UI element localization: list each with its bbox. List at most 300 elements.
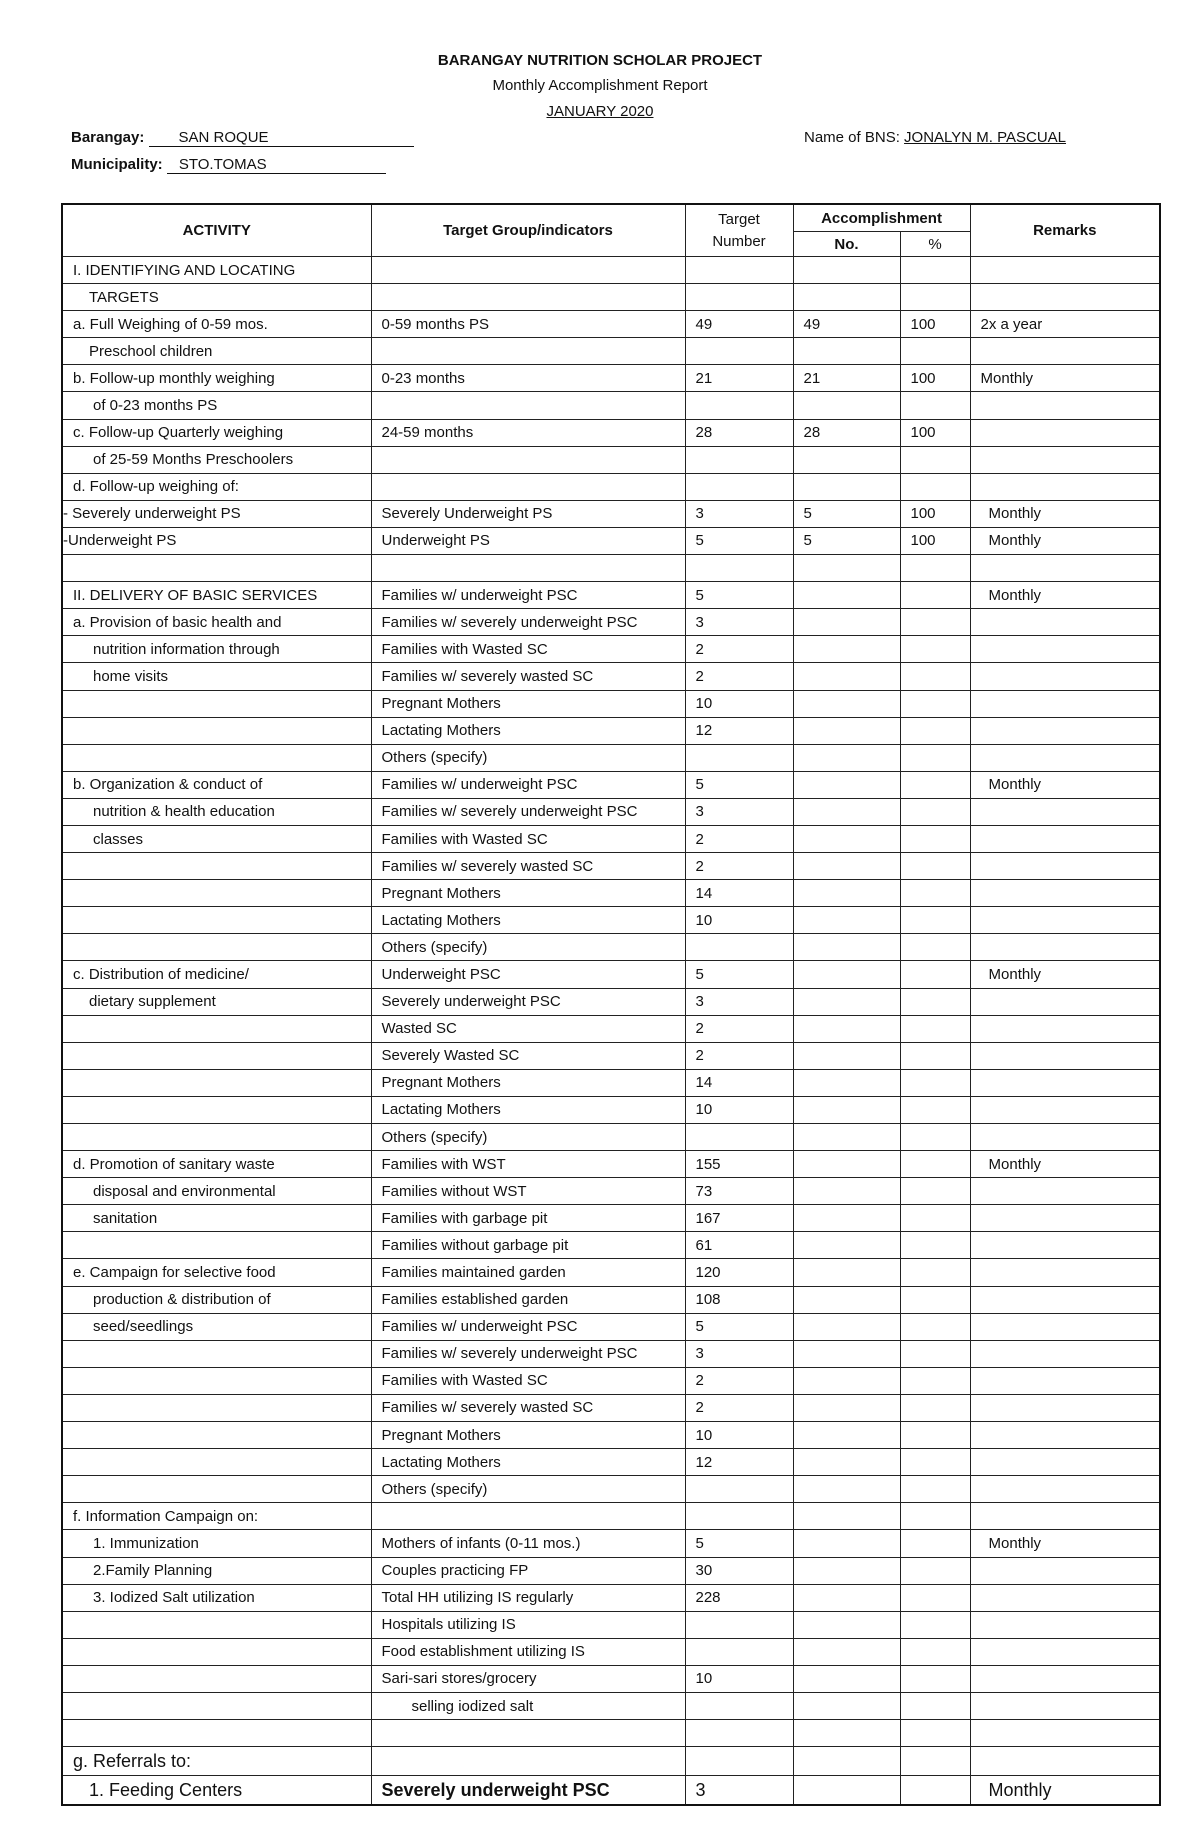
activity-cell: b. Organization & conduct of [62,771,371,798]
target-number-cell [685,392,793,419]
target-group-cell: Families w/ severely underweight PSC [371,609,685,636]
target-number-cell: 5 [685,1313,793,1340]
accomplished-no-cell [793,1096,900,1123]
activity-cell [62,934,371,961]
remarks-cell [970,825,1160,852]
target-number-cell: 155 [685,1151,793,1178]
remarks-cell [970,1476,1160,1503]
table-row [62,500,1160,527]
accomplished-no-cell [793,717,900,744]
remarks-cell: Monthly [970,771,1160,798]
target-group-cell: Underweight PSC [371,961,685,988]
accomplished-no-cell [793,1069,900,1096]
target-group-cell: Families with WST [371,1151,685,1178]
table-row [62,1422,1160,1449]
target-number-cell: 10 [685,1096,793,1123]
accomplished-no-cell [793,1449,900,1476]
col-target-line1: Target [718,210,760,228]
accomplished-no-cell [793,1692,900,1719]
activity-cell: II. DELIVERY OF BASIC SERVICES [62,582,371,609]
target-number-cell: 3 [685,1776,793,1806]
target-group-cell: Couples practicing FP [371,1557,685,1584]
target-group-cell: Food establishment utilizing IS [371,1638,685,1665]
accomplished-pct-cell [900,1665,970,1692]
accomplished-no-cell [793,257,900,284]
accomplished-pct-cell [900,473,970,500]
remarks-cell [970,1665,1160,1692]
target-group-cell: Severely Wasted SC [371,1042,685,1069]
table-row [62,1069,1160,1096]
table-row [62,1692,1160,1719]
accomplished-pct-cell [900,663,970,690]
target-number-cell: 5 [685,961,793,988]
activity-cell: c. Distribution of medicine/ [62,961,371,988]
accomplished-no-cell [793,961,900,988]
accomplished-pct-cell [900,1313,970,1340]
accomplished-no-cell [793,825,900,852]
table-row [62,1286,1160,1313]
col-remarks: Remarks [970,204,1160,257]
table-row [62,338,1160,365]
accomplished-pct-cell: 100 [900,419,970,446]
target-group-cell: Families w/ severely wasted SC [371,663,685,690]
remarks-cell [970,1205,1160,1232]
accomplished-no-cell [793,690,900,717]
accomplished-pct-cell [900,1747,970,1776]
table-row [62,1151,1160,1178]
accomplished-pct-cell [900,961,970,988]
target-number-cell: 12 [685,717,793,744]
remarks-cell [970,1638,1160,1665]
activity-cell [62,717,371,744]
activity-cell [62,1638,371,1665]
target-number-cell: 108 [685,1286,793,1313]
accomplished-pct-cell [900,1692,970,1719]
accomplished-pct-cell [900,446,970,473]
target-number-cell [685,1638,793,1665]
accomplished-pct-cell [900,853,970,880]
accomplished-no-cell [793,1124,900,1151]
activity-cell [62,1665,371,1692]
target-number-cell: 10 [685,690,793,717]
activity-cell: f. Information Campaign on: [62,1503,371,1530]
table-row [62,1394,1160,1421]
table-row [62,392,1160,419]
accomplished-no-cell [793,1367,900,1394]
table-row [62,1259,1160,1286]
remarks-cell [970,907,1160,934]
remarks-cell: Monthly [970,1776,1160,1806]
remarks-cell [970,744,1160,771]
table-row [62,1611,1160,1638]
accomplished-pct-cell [900,1530,970,1557]
target-group-cell: Lactating Mothers [371,1096,685,1123]
target-number-cell: 167 [685,1205,793,1232]
activity-cell: nutrition & health education [62,798,371,825]
target-group-cell: Sari-sari stores/grocery [371,1665,685,1692]
target-group-cell: Lactating Mothers [371,717,685,744]
activity-cell: classes [62,825,371,852]
activity-cell: d. Promotion of sanitary waste [62,1151,371,1178]
accomplished-pct-cell [900,771,970,798]
accomplished-pct-cell [900,1476,970,1503]
table-row [62,1178,1160,1205]
remarks-cell: Monthly [970,500,1160,527]
accomplished-no-cell [793,473,900,500]
target-number-cell: 5 [685,1530,793,1557]
target-number-cell: 61 [685,1232,793,1259]
remarks-cell [970,1259,1160,1286]
report-title: BARANGAY NUTRITION SCHOLAR PROJECT [437,52,763,69]
remarks-cell [970,1584,1160,1611]
target-group-cell: Others (specify) [371,744,685,771]
target-number-cell: 30 [685,1557,793,1584]
activity-cell [62,1422,371,1449]
remarks-cell [970,1611,1160,1638]
table-row [62,1205,1160,1232]
remarks-cell [970,1069,1160,1096]
accomplished-pct-cell [900,1151,970,1178]
target-group-cell: 0-59 months PS [371,311,685,338]
target-group-cell: Families with garbage pit [371,1205,685,1232]
remarks-cell: Monthly [970,527,1160,554]
table-row [62,527,1160,554]
activity-cell [62,1232,371,1259]
target-number-cell: 5 [685,771,793,798]
table-row [62,717,1160,744]
accomplished-pct-cell [900,1776,970,1806]
remarks-cell [970,1747,1160,1776]
accomplished-no-cell [793,284,900,311]
accomplished-no-cell [793,880,900,907]
table-row [62,1449,1160,1476]
activity-cell [62,1042,371,1069]
accomplished-no-cell [793,1178,900,1205]
activity-cell: TARGETS [62,284,371,311]
remarks-cell [970,1232,1160,1259]
accomplished-pct-cell [900,1584,970,1611]
activity-cell: of 25-59 Months Preschoolers [62,446,371,473]
remarks-cell [970,1015,1160,1042]
remarks-cell [970,1557,1160,1584]
remarks-cell: Monthly [970,1151,1160,1178]
remarks-cell [970,338,1160,365]
target-group-cell [371,446,685,473]
accomplished-pct-cell [900,392,970,419]
target-number-cell: 14 [685,880,793,907]
activity-cell [62,1476,371,1503]
remarks-cell [970,392,1160,419]
activity-cell [62,744,371,771]
accomplished-no-cell [793,582,900,609]
accomplished-no-cell [793,392,900,419]
accomplished-no-cell [793,609,900,636]
barangay-field [71,129,414,147]
activity-cell [62,1367,371,1394]
accomplished-no-cell [793,1205,900,1232]
accomplished-no-cell [793,1476,900,1503]
target-group-cell: Families without WST [371,1178,685,1205]
table-row [62,609,1160,636]
target-group-cell: Families maintained garden [371,1259,685,1286]
target-number-cell: 3 [685,988,793,1015]
accomplished-no-cell: 5 [793,527,900,554]
target-group-cell [371,284,685,311]
activity-cell [62,1015,371,1042]
accomplished-pct-cell: 100 [900,527,970,554]
target-number-cell: 5 [685,582,793,609]
target-number-cell [685,446,793,473]
col-no: No. [793,232,900,257]
accomplished-no-cell [793,988,900,1015]
accomplished-pct-cell [900,717,970,744]
remarks-cell [970,1449,1160,1476]
target-number-cell: 2 [685,1394,793,1421]
accomplished-pct-cell [900,609,970,636]
target-number-cell: 21 [685,365,793,392]
target-number-cell: 5 [685,527,793,554]
target-number-cell [685,1476,793,1503]
target-group-cell: Families with Wasted SC [371,825,685,852]
activity-cell: nutrition information through [62,636,371,663]
target-number-cell: 28 [685,419,793,446]
target-group-cell [371,338,685,365]
accomplished-no-cell [793,1503,900,1530]
accomplished-no-cell [793,1530,900,1557]
accomplished-no-cell [793,1611,900,1638]
accomplished-pct-cell [900,1367,970,1394]
table-row [62,988,1160,1015]
remarks-cell [970,690,1160,717]
accomplishment-table [61,203,1161,1806]
accomplished-no-cell [793,1313,900,1340]
table-row [62,473,1160,500]
target-number-cell [685,1720,793,1747]
accomplished-no-cell [793,555,900,582]
target-number-cell: 73 [685,1178,793,1205]
target-number-cell [685,473,793,500]
table-row [62,1313,1160,1340]
table-row [62,1584,1160,1611]
table-row [62,1340,1160,1367]
activity-cell: a. Provision of basic health and [62,609,371,636]
remarks-cell [970,1422,1160,1449]
target-group-cell: Pregnant Mothers [371,1422,685,1449]
target-group-cell: Pregnant Mothers [371,1069,685,1096]
table-row [62,1720,1160,1747]
table-row [62,582,1160,609]
target-group-cell: Severely underweight PSC [371,988,685,1015]
accomplished-pct-cell [900,934,970,961]
target-number-cell: 3 [685,1340,793,1367]
col-target-line2: Number [712,232,766,250]
target-group-cell: Families without garbage pit [371,1232,685,1259]
accomplished-no-cell [793,1720,900,1747]
remarks-cell [970,446,1160,473]
target-number-cell [685,555,793,582]
accomplished-no-cell [793,1776,900,1806]
target-number-cell [685,1503,793,1530]
target-number-cell: 2 [685,663,793,690]
target-group-cell: Families w/ underweight PSC [371,771,685,798]
target-group-cell: Severely underweight PSC [371,1776,685,1806]
table-row [62,1232,1160,1259]
accomplished-no-cell [793,1042,900,1069]
table-row [62,284,1160,311]
accomplished-no-cell [793,853,900,880]
accomplished-pct-cell [900,1720,970,1747]
bns-field [804,129,1066,146]
activity-cell: g. Referrals to: [62,1747,371,1776]
target-number-cell: 3 [685,609,793,636]
table-row [62,663,1160,690]
accomplished-no-cell [793,1232,900,1259]
accomplished-pct-cell [900,1638,970,1665]
accomplished-pct-cell [900,1503,970,1530]
target-number-cell [685,1747,793,1776]
remarks-cell [970,284,1160,311]
remarks-cell [970,1286,1160,1313]
table-row [62,1638,1160,1665]
accomplished-pct-cell: 100 [900,365,970,392]
accomplished-no-cell [793,1015,900,1042]
target-group-cell: Families with Wasted SC [371,1367,685,1394]
accomplished-pct-cell [900,1422,970,1449]
target-group-cell: Lactating Mothers [371,907,685,934]
remarks-cell [970,663,1160,690]
target-group-cell [371,392,685,419]
accomplished-no-cell [793,338,900,365]
accomplished-no-cell [793,1665,900,1692]
activity-cell [62,1692,371,1719]
remarks-cell: Monthly [970,582,1160,609]
table-row [62,1015,1160,1042]
activity-cell: sanitation [62,1205,371,1232]
remarks-cell [970,473,1160,500]
accomplished-no-cell: 28 [793,419,900,446]
remarks-cell [970,1096,1160,1123]
col-accomplishment: Accomplishment [793,204,970,232]
target-group-cell: Families w/ severely underweight PSC [371,1340,685,1367]
remarks-cell [970,1042,1160,1069]
target-number-cell: 10 [685,907,793,934]
remarks-cell [970,1394,1160,1421]
activity-cell: 3. Iodized Salt utilization [62,1584,371,1611]
accomplished-pct-cell [900,582,970,609]
target-group-cell: Others (specify) [371,1124,685,1151]
barangay-value: SAN ROQUE [149,129,414,147]
report-period-text: JANUARY 2020 [546,103,654,120]
target-group-cell: Severely Underweight PS [371,500,685,527]
accomplished-pct-cell [900,636,970,663]
accomplished-pct-cell [900,1557,970,1584]
accomplished-no-cell [793,1584,900,1611]
target-number-cell [685,338,793,365]
table-body [62,257,1160,1806]
accomplished-no-cell [793,446,900,473]
target-group-cell: Mothers of infants (0-11 mos.) [371,1530,685,1557]
target-group-cell: Hospitals utilizing IS [371,1611,685,1638]
target-number-cell: 12 [685,1449,793,1476]
target-number-cell: 3 [685,500,793,527]
accomplished-pct-cell [900,744,970,771]
remarks-cell [970,1367,1160,1394]
accomplished-no-cell [793,744,900,771]
accomplished-no-cell [793,1340,900,1367]
report-period [0,103,1200,120]
accomplished-pct-cell [900,1611,970,1638]
target-number-cell: 10 [685,1665,793,1692]
table-row [62,798,1160,825]
target-number-cell: 228 [685,1584,793,1611]
col-target-number [685,204,793,257]
remarks-cell [970,609,1160,636]
accomplished-no-cell [793,771,900,798]
target-group-cell: 0-23 months [371,365,685,392]
target-number-cell: 10 [685,1422,793,1449]
table-row [62,880,1160,907]
accomplished-pct-cell [900,1394,970,1421]
bns-name: JONALYN M. PASCUAL [904,129,1067,146]
report-subtitle: Monthly Accomplishment Report [492,77,708,94]
table-header-row [62,204,1160,232]
remarks-cell: Monthly [970,365,1160,392]
accomplished-pct-cell [900,988,970,1015]
remarks-cell [970,1340,1160,1367]
activity-cell: production & distribution of [62,1286,371,1313]
table-row [62,1096,1160,1123]
accomplished-pct-cell: 100 [900,500,970,527]
target-group-cell: Families established garden [371,1286,685,1313]
remarks-cell: 2x a year [970,311,1160,338]
table-row [62,771,1160,798]
accomplished-no-cell [793,1151,900,1178]
accomplished-no-cell [793,1286,900,1313]
activity-cell [62,1611,371,1638]
activity-cell [62,1340,371,1367]
table-row [62,1042,1160,1069]
target-group-cell: Lactating Mothers [371,1449,685,1476]
table-row [62,1530,1160,1557]
target-group-cell [371,555,685,582]
accomplished-pct-cell [900,1124,970,1151]
remarks-cell [970,988,1160,1015]
col-activity: ACTIVITY [62,204,371,257]
target-number-cell: 2 [685,1367,793,1394]
activity-cell [62,1096,371,1123]
table-row [62,311,1160,338]
table-row [62,907,1160,934]
accomplished-pct-cell [900,1205,970,1232]
target-number-cell: 3 [685,798,793,825]
activity-cell: c. Follow-up Quarterly weighing [62,419,371,446]
accomplished-pct-cell [900,1015,970,1042]
target-group-cell [371,473,685,500]
table-row [62,1557,1160,1584]
remarks-cell [970,1720,1160,1747]
accomplished-pct-cell [900,825,970,852]
target-number-cell [685,1611,793,1638]
accomplished-pct-cell [900,798,970,825]
accomplished-pct-cell [900,1449,970,1476]
target-number-cell: 120 [685,1259,793,1286]
target-number-cell [685,1692,793,1719]
municipality-field [71,156,386,174]
municipality-value: STO.TOMAS [167,156,386,174]
table-row [62,934,1160,961]
table-row [62,365,1160,392]
target-number-cell [685,284,793,311]
